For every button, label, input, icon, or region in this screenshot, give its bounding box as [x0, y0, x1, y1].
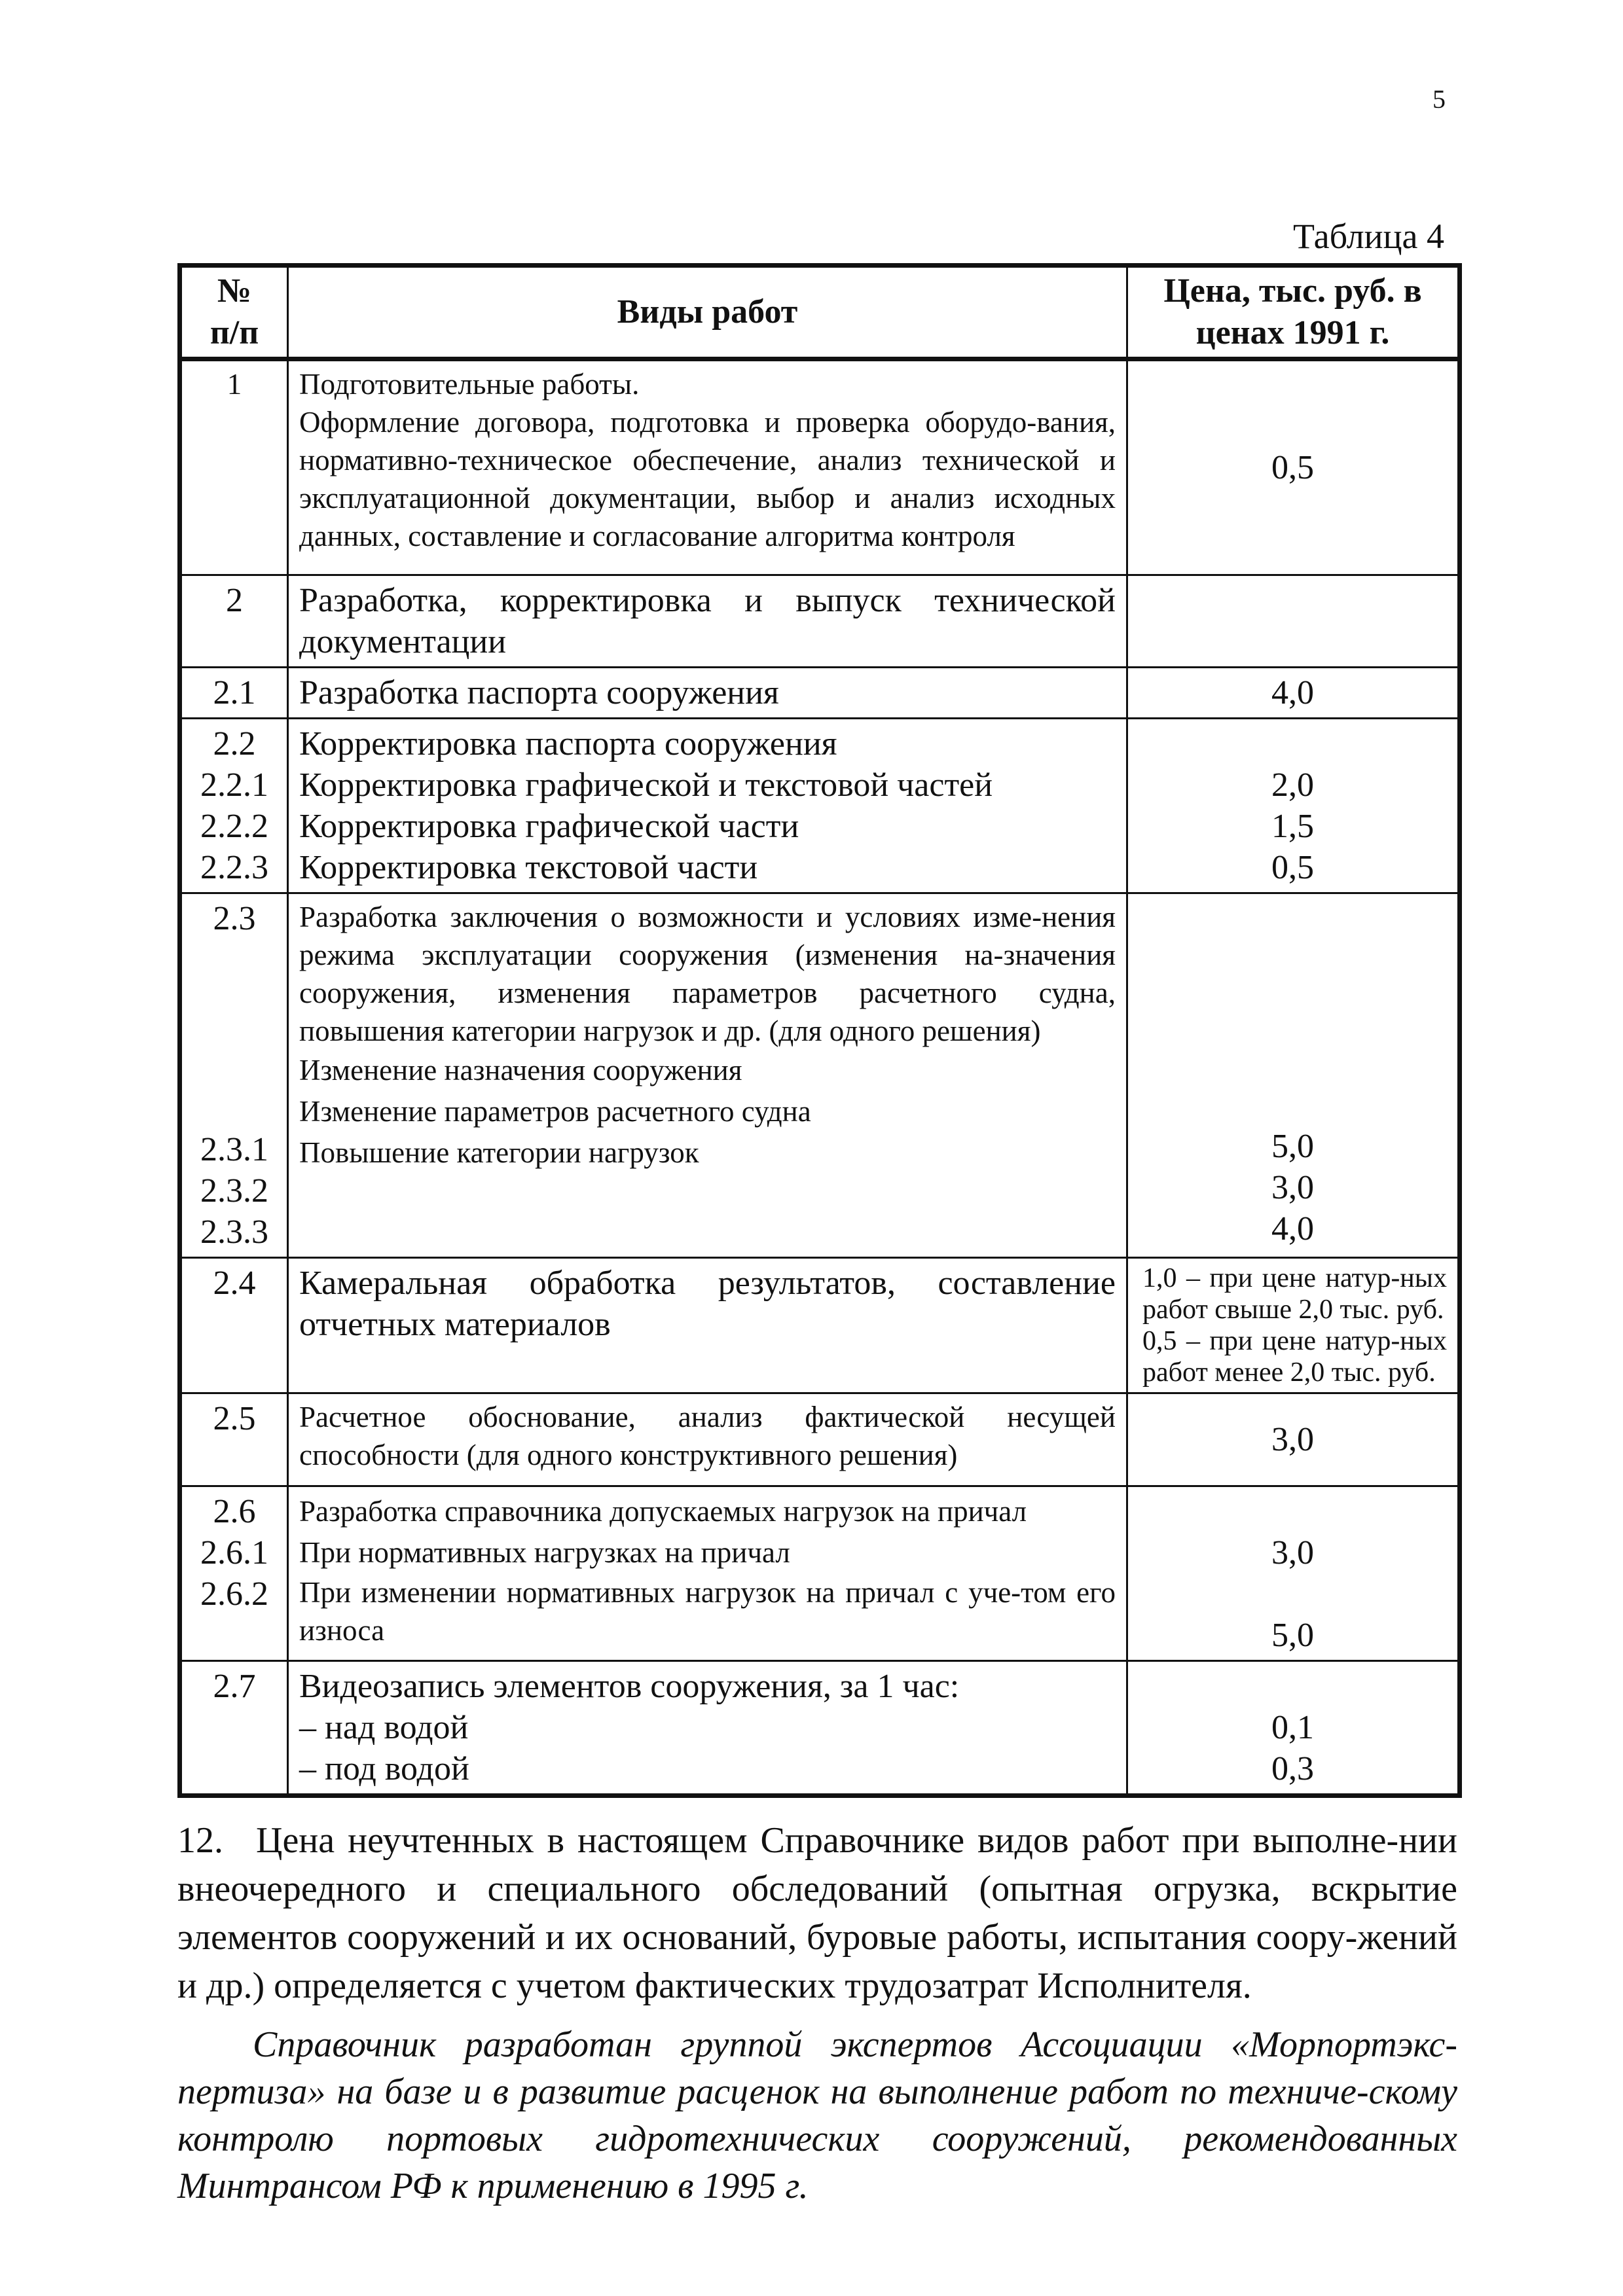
row-price-text	[1139, 580, 1447, 621]
row-work-text: Изменение параметров расчетного судна	[299, 1095, 811, 1128]
row-price-text: 4,0	[1271, 1210, 1314, 1247]
row-work-text: – под водой	[299, 1750, 469, 1787]
row-num	[180, 719, 288, 893]
row-work-desc: Оформление договора, подготовка и проверка оборудо-вания, нормативно-техническое обеспечение, анализ технической и эксплуатационной документации, выбор и анализ исходных данных, составление и согласование алгоритма контроля	[299, 406, 1116, 552]
table-row	[180, 1661, 1460, 1796]
row-work-text: Расчетное обоснование, анализ фактической несущей способности (для одного конструктивного решения)	[299, 1401, 1116, 1471]
row-price	[1127, 668, 1460, 719]
row-num-text: 2.3.2	[200, 1172, 268, 1210]
row-price	[1127, 893, 1460, 1258]
row-work	[288, 1258, 1127, 1393]
table-row	[180, 893, 1460, 1258]
row-price-text: 3,0	[1271, 1169, 1314, 1206]
row-work	[288, 668, 1127, 719]
header-num-line: п/п	[210, 314, 259, 351]
header-price-line: Цена, тыс. руб. в	[1163, 272, 1422, 310]
row-price-text: 3,0	[1271, 1534, 1314, 1571]
table-row	[180, 575, 1460, 668]
row-num-text: 2.6.1	[200, 1534, 268, 1571]
row-price	[1127, 1393, 1460, 1486]
row-num-text: 2.4	[213, 1265, 256, 1302]
row-price-spacer	[1139, 1491, 1447, 1532]
header-price	[1127, 266, 1460, 359]
row-work-text: Корректировка текстовой части	[299, 849, 758, 886]
row-num-spacer	[192, 939, 276, 1129]
header-price-line: ценах 1991 г.	[1195, 314, 1390, 351]
header-work: Виды работ	[288, 266, 1127, 359]
row-price-note: 1,0 – при цене натур-ных работ свыше 2,0 тыс. руб.	[1142, 1263, 1447, 1325]
row-work-text: – над водой	[299, 1709, 469, 1746]
row-work	[288, 719, 1127, 893]
row-price-text: 1,5	[1271, 808, 1314, 845]
row-num-text: 2.3	[213, 900, 256, 937]
row-num-spacer	[192, 1615, 276, 1647]
row-num	[180, 1661, 288, 1796]
row-price-text: 3,0	[1271, 1421, 1314, 1458]
row-num-text: 2	[226, 582, 243, 619]
row-work-text: Корректировка графической части	[299, 808, 799, 845]
page-number: 5	[1432, 84, 1446, 114]
row-work-text: Камеральная обработка результатов, составление отчетных материалов	[299, 1265, 1116, 1343]
works-price-table	[177, 263, 1462, 1798]
paragraph-text: Цена неучтенных в настоящем Справочнике видов работ при выполне-нии внеочередного и специального обследований (опытная огрузка, вскрытие элементов сооружений и их оснований, буровые работы, испытания соору-жений и др.) определяется с учетом фактических трудозатрат Исполнителя.	[177, 1820, 1457, 2006]
row-price-text: 0,3	[1271, 1750, 1314, 1787]
row-work-text: Видеозапись элементов сооружения, за 1 час:	[299, 1668, 960, 1705]
header-num	[180, 266, 288, 359]
row-price-spacer	[1139, 1088, 1447, 1126]
row-price-spacer	[1139, 1573, 1447, 1615]
credit-note: Справочник разработан группой экспертов Ассоциации «Морпортэкс-пертиза» на базе и в развитие расценок на выполнение работ по техниче-скому контролю портовых гидротехнических сооружений, рекомендованных Минтрансом РФ к применению в 1995 г.	[177, 2024, 1457, 2206]
table-row	[180, 359, 1460, 575]
paragraph-12	[177, 1816, 1457, 2010]
row-price	[1127, 359, 1460, 575]
table-row	[180, 719, 1460, 893]
row-num-text: 1	[227, 368, 242, 401]
row-work	[288, 575, 1127, 668]
row-work-text: Разработка паспорта сооружения	[299, 674, 779, 711]
row-work	[288, 1486, 1127, 1661]
row-num-text: 2.7	[213, 1668, 256, 1705]
row-price-text	[1139, 723, 1447, 764]
row-price-spacer	[1139, 898, 1447, 1088]
row-price	[1127, 1661, 1460, 1796]
row-num	[180, 1393, 288, 1486]
row-num-text: 2.2.1	[200, 766, 268, 804]
row-work-text: Корректировка графической и текстовой частей	[299, 766, 993, 804]
row-price	[1127, 719, 1460, 893]
row-price-text: 0,5	[1271, 849, 1314, 886]
table-row	[180, 668, 1460, 719]
row-num	[180, 1258, 288, 1393]
table-row	[180, 1486, 1460, 1661]
row-price-text: 5,0	[1271, 1128, 1314, 1165]
table-header-row	[180, 266, 1460, 359]
row-num-text: 2.6	[213, 1493, 256, 1530]
row-price-text: 4,0	[1271, 674, 1314, 711]
row-work-text: Разработка справочника допускаемых нагрузок на причал	[299, 1495, 1027, 1528]
row-work	[288, 359, 1127, 575]
row-price-text: 2,0	[1271, 766, 1314, 804]
row-work-text: Корректировка паспорта сооружения	[299, 725, 837, 762]
row-num-text: 2.5	[213, 1400, 256, 1437]
row-price-text: 0,5	[1271, 449, 1314, 486]
row-num-text: 2.2.2	[200, 808, 268, 845]
row-num-text: 2.1	[213, 674, 256, 711]
row-price-text: 0,1	[1271, 1709, 1314, 1746]
row-num-text: 2.3.1	[200, 1131, 268, 1168]
row-work	[288, 1661, 1127, 1796]
row-num	[180, 1486, 288, 1661]
row-work	[288, 893, 1127, 1258]
row-work-text: Изменение назначения сооружения	[299, 1054, 742, 1086]
row-work-text: Разработка, корректировка и выпуск технической документации	[299, 582, 1116, 660]
row-work-text: При изменении нормативных нагрузок на причал с уче-том его износа	[299, 1576, 1116, 1647]
row-price-text: 5,0	[1271, 1617, 1314, 1654]
row-price	[1127, 1486, 1460, 1661]
row-work-title: Подготовительные работы.	[299, 368, 640, 401]
row-work-title: Разработка заключения о возможности и условиях изме-нения режима эксплуатации сооружения (изменения на-значения сооружения, изменения параметров расчетного судна, повышения категории нагрузок и др. (для одного решения)	[299, 901, 1116, 1047]
row-num	[180, 359, 288, 575]
paragraph-number: 12.	[177, 1820, 223, 1861]
table-caption: Таблица 4	[1293, 217, 1444, 256]
row-num-text: 2.3.3	[200, 1213, 268, 1251]
row-num	[180, 575, 288, 668]
row-num	[180, 668, 288, 719]
row-work-text: При нормативных нагрузках на причал	[299, 1536, 790, 1569]
table-row	[180, 1393, 1460, 1486]
header-num-line: №	[217, 272, 252, 310]
row-num	[180, 893, 288, 1258]
row-work	[288, 1393, 1127, 1486]
row-price	[1127, 575, 1460, 668]
row-num-text: 2.2.3	[200, 849, 268, 886]
row-num-text: 2.6.2	[200, 1575, 268, 1613]
row-work-text: Повышение категории нагрузок	[299, 1136, 699, 1169]
row-price-note: 0,5 – при цене натур-ных работ менее 2,0 тыс. руб.	[1142, 1326, 1447, 1388]
table-row	[180, 1258, 1460, 1393]
row-price-notes	[1127, 1258, 1460, 1393]
row-price-spacer	[1139, 1666, 1447, 1707]
row-num-text: 2.2	[213, 725, 256, 762]
